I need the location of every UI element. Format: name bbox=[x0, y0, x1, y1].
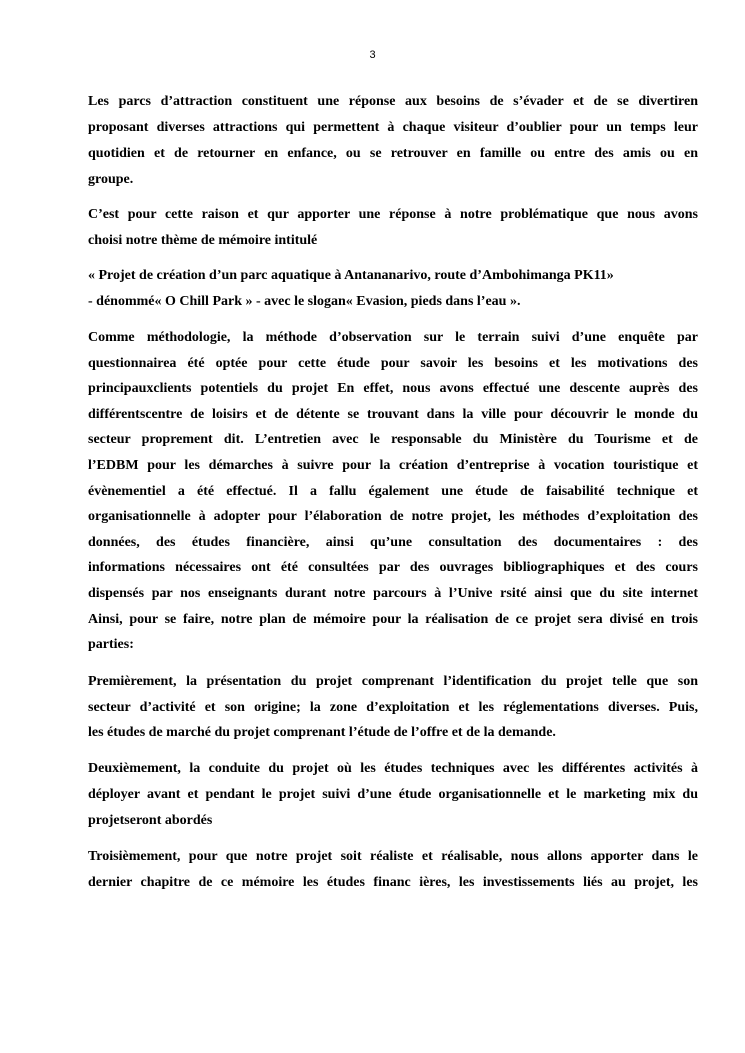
text-line: secteur proprement dit. L’entretien avec le responsable du Ministère du Tourisme et de bbox=[88, 432, 698, 447]
text-line: secteur d’activité et son origine; la zone d’exploitation et les réglementations diverses. Puis, bbox=[88, 700, 698, 715]
text-line: informations nécessaires ont été consultées par des ouvrages bibliographiques et des cours bbox=[88, 560, 698, 575]
project-slogan-line: - dénommé« O Chill Park » - avec le slogan« Evasion, pieds dans l’eau ». bbox=[88, 294, 521, 309]
project-title-line: « Projet de création d’un parc aquatique à Antananarivo, route d’Ambohimanga PK11» bbox=[88, 268, 614, 283]
text-line: parties: bbox=[88, 637, 134, 652]
text-line: données, des études financière, ainsi qu’une consultation des documentaires : des bbox=[88, 535, 698, 550]
text-line: groupe. bbox=[88, 172, 134, 187]
text-line: quotidien et de retourner en enfance, ou se retrouver en famille ou entre des amis ou en bbox=[88, 146, 698, 161]
text-line: Premièrement, la présentation du projet comprenant l’identification du projet telle que son bbox=[88, 674, 698, 689]
text-line: organisationnelle à adopter pour l’élaboration de notre projet, les méthodes d’exploitation des bbox=[88, 509, 698, 524]
text-line: principauxclients potentiels du projet En effet, nous avons effectué une descente auprès des bbox=[88, 381, 698, 396]
text-line: proposant diverses attractions qui permettent à chaque visiteur d’oublier pour un temps leur bbox=[88, 120, 698, 135]
text-line: l’EDBM pour les démarches à suivre pour la création d’entreprise à vocation touristique et bbox=[88, 458, 698, 473]
text-line: Deuxièmement, la conduite du projet où les études techniques avec les différentes activités à bbox=[88, 761, 698, 776]
text-line: évènementiel a été effectué. Il a fallu également une étude de faisabilité technique et bbox=[88, 484, 698, 499]
text-line: dernier chapitre de ce mémoire les études financ ières, les investissements liés au projet, les bbox=[88, 875, 698, 890]
text-line: questionnairea été optée pour cette étude pour savoir les besoins et les motivations des bbox=[88, 356, 698, 371]
text-line: déployer avant et pendant le projet suivi d’une étude organisationnelle et le marketing mix du bbox=[88, 787, 698, 802]
text-line: Ainsi, pour se faire, notre plan de mémoire pour la réalisation de ce projet sera divisé en trois bbox=[88, 612, 698, 627]
text-line: Troisièmement, pour que notre projet soit réaliste et réalisable, nous allons apporter dans le bbox=[88, 849, 698, 864]
text-line: Comme méthodologie, la méthode d’observation sur le terrain suivi d’une enquête par bbox=[88, 330, 698, 345]
text-line: choisi notre thème de mémoire intitulé bbox=[88, 233, 318, 248]
text-line: projetseront abordés bbox=[88, 813, 213, 828]
text-line: les études de marché du projet comprenant l’étude de l’offre et de la demande. bbox=[88, 725, 556, 740]
text-line: Les parcs d’attraction constituent une réponse aux besoins de s’évader et de se divertiren bbox=[88, 94, 698, 109]
page-number: 3 bbox=[369, 49, 376, 61]
text-line: différentscentre de loisirs et de détente se trouvant dans la ville pour découvrir le monde du bbox=[88, 407, 698, 422]
text-line: C’est pour cette raison et qur apporter une réponse à notre problématique que nous avons bbox=[88, 207, 698, 222]
text-line: dispensés par nos enseignants durant notre parcours à l’Unive rsité ainsi que du site internet bbox=[88, 586, 698, 601]
